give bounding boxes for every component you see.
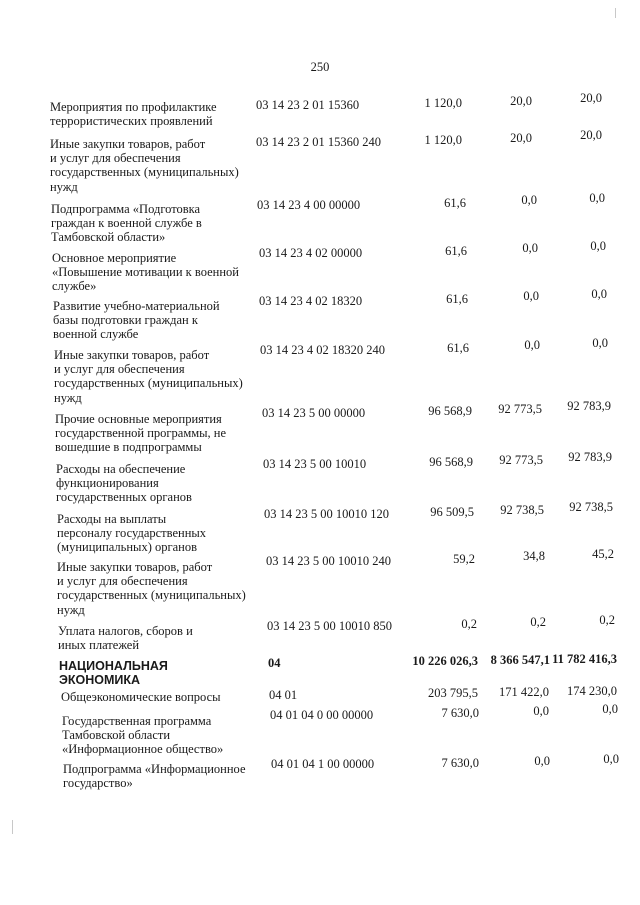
row-value-1: 10 226 026,3	[412, 654, 478, 668]
row-code: 04 01 04 0 00 00000	[270, 708, 374, 722]
row-name: Иные закупки товаров, работ и услуг для обеспечения государственных (муниципальных) нужд	[54, 348, 243, 405]
row-value-3: 0,0	[592, 336, 608, 350]
row-code: 03 14 23 5 00 10010 120	[264, 507, 389, 521]
row-value-2: 171 422,0	[499, 685, 549, 699]
row-value-3: 174 230,0	[567, 684, 617, 698]
row-name: Подпрограмма «Подготовка граждан к военной службе в Тамбовской области»	[51, 202, 202, 245]
row-value-2: 0,0	[522, 241, 538, 255]
row-code: 03 14 23 4 02 18320	[259, 294, 363, 308]
row-value-3: 0,2	[599, 613, 615, 627]
row-value-1: 96 509,5	[430, 505, 474, 519]
row-value-3: 11 782 416,3	[552, 652, 617, 666]
row-value-3: 0,0	[602, 702, 618, 716]
row-code: 03 14 23 4 02 18320 240	[260, 343, 385, 357]
row-name: Прочие основные мероприятия государственной программы, не вошедшие в подпрограммы	[55, 412, 227, 455]
row-value-1: 7 630,0	[441, 706, 479, 720]
row-name: Уплата налогов, сборов и иных платежей	[58, 624, 193, 653]
row-name: Иные закупки товаров, работ и услуг для обеспечения государственных (муниципальных) нужд	[50, 137, 239, 194]
row-code: 03 14 23 4 02 00000	[259, 246, 363, 260]
scan-artifact	[12, 820, 13, 834]
row-value-1: 96 568,9	[429, 455, 473, 469]
row-value-3: 0,0	[591, 287, 607, 301]
row-name: Иные закупки товаров, работ и услуг для обеспечения государственных (муниципальных) нужд	[57, 560, 246, 617]
row-value-2: 0,0	[521, 193, 537, 207]
row-value-1: 61,6	[445, 244, 467, 258]
row-code: 03 14 23 5 00 00000	[262, 406, 366, 420]
row-value-1: 203 795,5	[428, 686, 478, 700]
row-code: 03 14 23 5 00 10010	[263, 457, 367, 471]
row-name: Государственная программа Тамбовской области «Информационное общество»	[62, 714, 224, 757]
row-value-1: 1 120,0	[424, 133, 462, 147]
row-name: Мероприятия по профилактике террористических проявлений	[50, 100, 217, 129]
row-value-2: 0,0	[533, 704, 549, 718]
row-code: 04	[268, 656, 281, 670]
row-value-1: 61,6	[447, 341, 469, 355]
row-value-3: 92 783,9	[568, 450, 612, 464]
row-value-2: 20,0	[510, 94, 532, 108]
row-value-1: 0,2	[461, 617, 477, 631]
row-value-1: 61,6	[444, 196, 466, 210]
row-name: Развитие учебно-материальной базы подготовки граждан к военной службе	[53, 299, 220, 342]
scan-artifact	[615, 8, 616, 18]
row-code: 03 14 23 5 00 10010 240	[266, 554, 391, 568]
row-code: 03 14 23 5 00 10010 850	[267, 619, 392, 633]
page-number: 250	[310, 60, 330, 74]
row-name: Основное мероприятие «Повышение мотивации к военной службе»	[52, 251, 239, 294]
row-name: Расходы на обеспечение функционирования государственных органов	[56, 462, 192, 505]
row-value-3: 0,0	[603, 752, 619, 766]
row-code: 04 01	[269, 688, 298, 702]
row-name: Расходы на выплаты персоналу государственных (муниципальных) органов	[57, 512, 207, 555]
row-value-2: 0,0	[534, 754, 550, 768]
row-value-3: 20,0	[580, 91, 602, 105]
row-name: Подпрограмма «Информационное государство»	[63, 762, 246, 791]
row-code: 03 14 23 2 01 15360 240	[256, 135, 381, 149]
row-value-2: 92 773,5	[498, 402, 542, 416]
row-value-2: 34,8	[523, 549, 545, 563]
row-code: 03 14 23 4 00 00000	[257, 198, 361, 212]
row-code: 04 01 04 1 00 00000	[271, 757, 375, 771]
row-value-3: 92 783,9	[567, 399, 611, 413]
row-value-2: 0,0	[524, 338, 540, 352]
row-value-1: 59,2	[453, 552, 475, 566]
row-value-2: 0,2	[530, 615, 546, 629]
row-value-2: 8 366 547,1	[490, 653, 550, 667]
row-value-2: 92 738,5	[500, 503, 544, 517]
row-value-3: 20,0	[580, 128, 602, 142]
row-name: НАЦИОНАЛЬНАЯ ЭКОНОМИКА	[59, 659, 168, 687]
row-value-2: 20,0	[510, 131, 532, 145]
row-value-2: 92 773,5	[499, 453, 543, 467]
row-value-1: 1 120,0	[424, 96, 462, 110]
row-value-3: 0,0	[589, 191, 605, 205]
row-value-1: 61,6	[446, 292, 468, 306]
row-code: 03 14 23 2 01 15360	[256, 98, 360, 112]
row-value-3: 92 738,5	[569, 500, 613, 514]
row-value-1: 96 568,9	[428, 404, 472, 418]
row-name: Общеэкономические вопросы	[61, 690, 221, 704]
row-value-3: 0,0	[590, 239, 606, 253]
row-value-2: 0,0	[523, 289, 539, 303]
row-value-1: 7 630,0	[441, 756, 479, 770]
row-value-3: 45,2	[592, 547, 614, 561]
